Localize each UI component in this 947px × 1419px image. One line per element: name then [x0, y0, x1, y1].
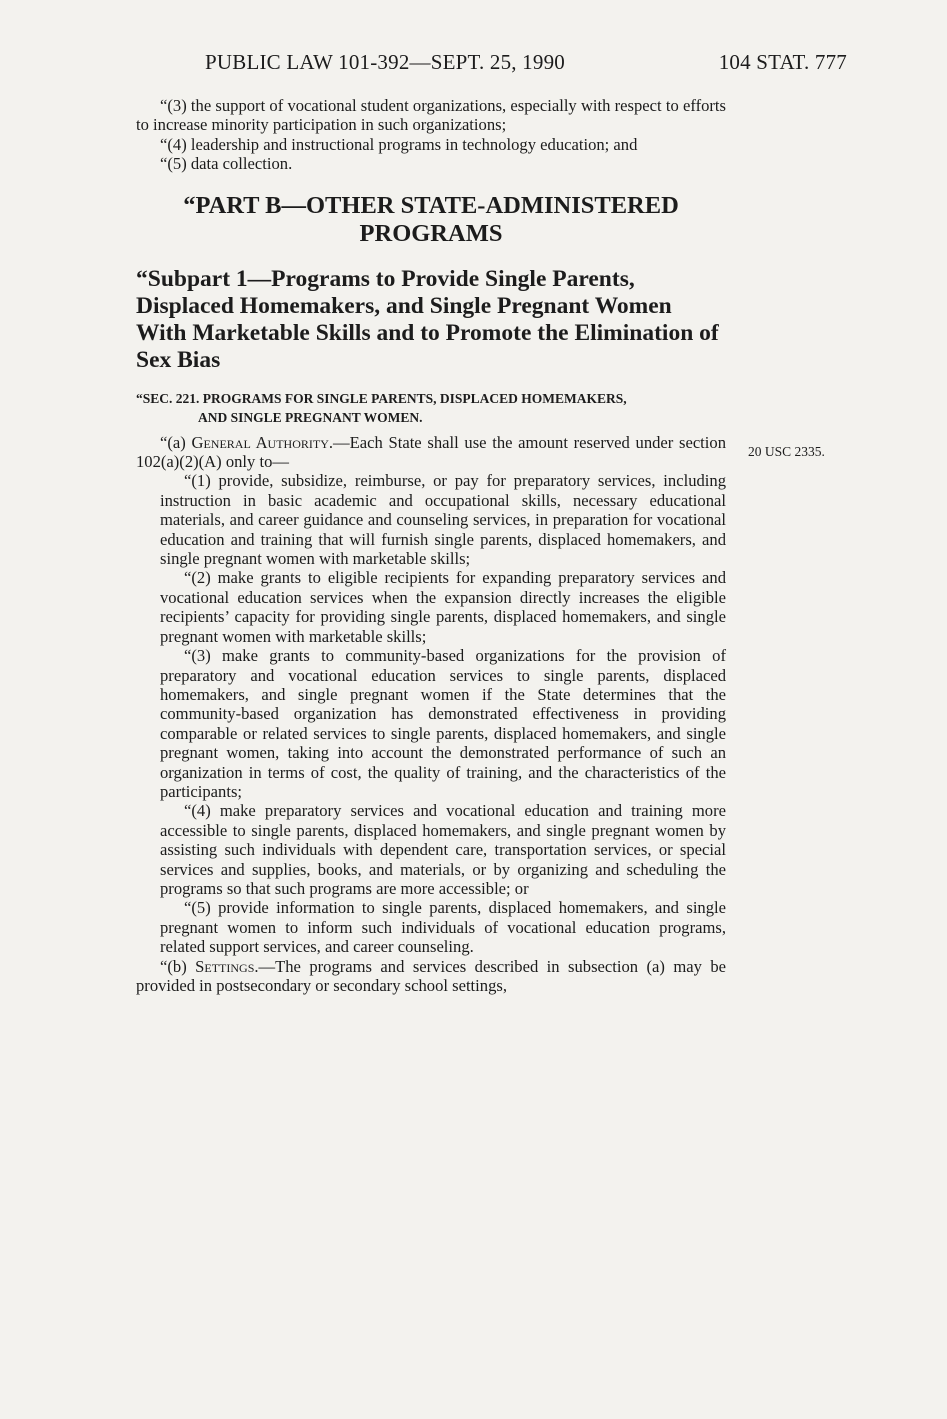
subpart-heading: “Subpart 1—Programs to Provide Single Parents, Displaced Homemakers, and Single Pregnant Women With Marketable Skills and to Promote the Elimination of Sex Bias	[136, 265, 719, 373]
subsection-a-intro	[136, 433, 726, 472]
subsection-a-text: .—Each State shall use the amount reserved under section 102(a)(2)(A) only to—	[136, 432, 727, 472]
subsection-a-lead: “(a)	[160, 432, 192, 452]
intro-item-3: “(3) the support of vocational student organizations, especially with respect to efforts to increase minority participation in such organizations;	[136, 96, 726, 135]
intro-item-5: “(5) data collection.	[160, 154, 293, 174]
subsection-a-item-4: “(4) make preparatory services and vocational education and training more accessible to single parents, displaced homemakers, and single pregnant women by assisting such individuals with dependent care, transportation services, or special services and supplies, books, and materials, or by organizing and scheduling the programs so that such programs are more accessible; or	[160, 801, 726, 898]
intro-item-4: “(4) leadership and instructional programs in technology education; and	[160, 134, 638, 154]
subsection-b	[136, 957, 726, 996]
statute-page-number: 104 STAT. 777	[718, 50, 847, 74]
subsection-a-item-2: “(2) make grants to eligible recipients for expanding preparatory services and vocational education services when the expansion directly increases the eligible recipients’ capacity for providing single parents, displaced homemakers, and single pregnant women with marketable skills;	[160, 568, 726, 646]
part-heading: “PART B—OTHER STATE-ADMINISTERED PROGRAMS	[183, 191, 679, 247]
document-body	[136, 96, 726, 995]
subsection-a-item-5: “(5) provide information to single parents, displaced homemakers, and single pregnant women to inform such individuals of vocational education programs, related support services, and career counseling.	[160, 898, 726, 957]
subsection-a-item-3: “(3) make grants to community-based organizations for the provision of preparatory and vocational education services to single parents, displaced homemakers, and single pregnant women if the State determines that the community-based organization has demonstrated effectiveness in providing comparable or related services to single parents, displaced homemakers, and single pregnant women, taking into account the demonstrated performance of such an organization in terms of cost, the quality of training, and the characteristics of the participants;	[160, 646, 726, 801]
subsection-a-caption: General Authority	[191, 432, 329, 452]
subsection-b-text: .—The programs and services described in subsection (a) may be provided in postsecondary or secondary school settings,	[136, 956, 726, 995]
section-heading	[136, 389, 726, 427]
subsection-b-caption: Settings	[195, 956, 255, 976]
subsection-a-item-1: “(1) provide, subsidize, reimburse, or pay for preparatory services, including instruction in basic academic and occupational skills, necessary educational materials, and career guidance and counseling services, in preparation for vocational education and training that will furnish single parents, displaced homemakers, and single pregnant women with marketable skills;	[160, 471, 726, 569]
law-title: PUBLIC LAW 101-392—SEPT. 25, 1990	[205, 50, 565, 74]
margin-citation: 20 USC 2335.	[748, 444, 825, 459]
subsection-b-lead: “(b)	[160, 956, 196, 976]
section-heading-line-1: “SEC. 221. PROGRAMS FOR SINGLE PARENTS, DISPLACED HOMEMAKERS,	[136, 390, 627, 406]
section-heading-line-2: AND SINGLE PREGNANT WOMEN.	[198, 409, 423, 425]
